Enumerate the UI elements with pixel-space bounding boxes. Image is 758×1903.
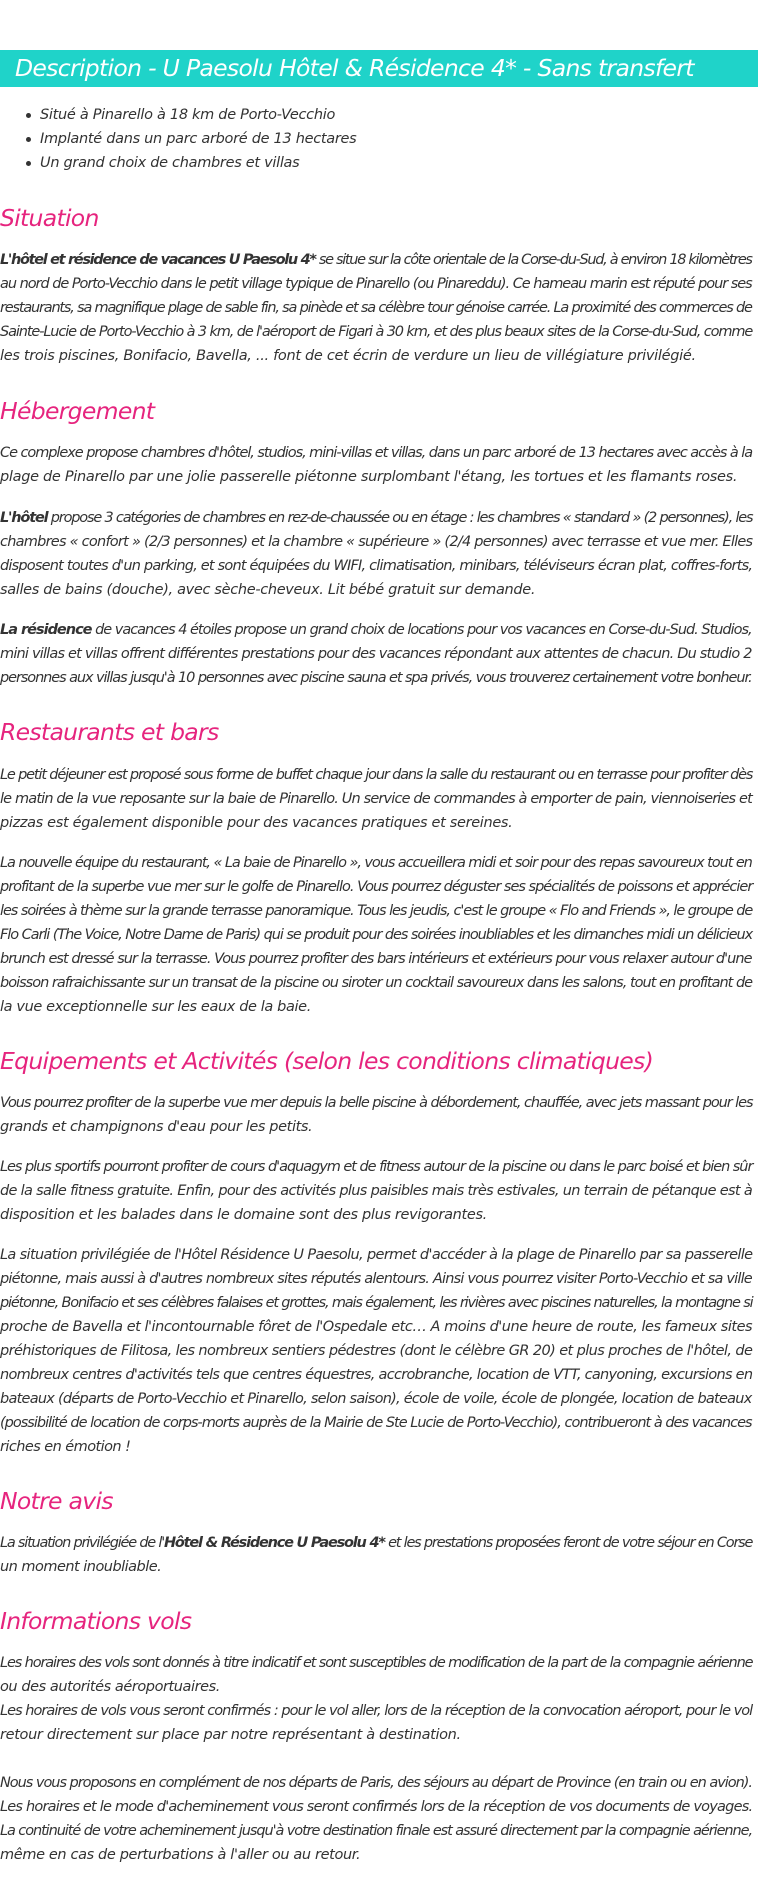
- text-line: chambres « confort » (2/3 personnes) et la chambre « supérieure » (2/4 personnes) avec terrasse et vue mer. Elles: [0, 534, 753, 550]
- highlight-item: Un grand choix de chambres et villas: [40, 151, 356, 175]
- text-line: un moment inoubliable.: [0, 1559, 162, 1575]
- text-line: personnes aux villas jusqu'à 10 personnes avec piscine sauna et spa privés, vous trouverez certainement votre bonheur.: [0, 670, 752, 686]
- text-line: propose 3 catégories de chambres en rez-de-chaussée ou en étage : les chambres « standard » (2 personnes), les: [47, 510, 753, 526]
- hotel-name-bold: L'hôtel et résidence de vacances U Paesolu 4*: [0, 252, 316, 268]
- restaurants-paragraph-2: [0, 851, 758, 1019]
- text-line: le matin de la vue reposante sur la baie de Pinarello. Un service de commandes à emporter de pain, viennoiseries et: [0, 791, 752, 807]
- avis-paragraph: [0, 1531, 758, 1579]
- blank-line: [0, 1747, 758, 1771]
- section-heading-situation: Situation: [0, 204, 99, 232]
- situation-paragraph: [0, 248, 758, 368]
- text-line: de la salle fitness gratuite. Enfin, pour des activités plus paisibles mais très estivales, un terrain de pétanque est à: [0, 1183, 753, 1199]
- section-heading-equipements: Equipements et Activités (selon les conditions climatiques): [0, 1047, 654, 1075]
- text-line: La situation privilégiée de l'Hôtel Résidence U Paesolu, permet d'accéder à la plage de Pinarello par sa passerelle: [0, 1247, 753, 1263]
- equipements-paragraph-3: [0, 1243, 758, 1459]
- text-line: disposition et les balades dans le domaine sont des plus revigorantes.: [0, 1207, 487, 1223]
- residence-label-bold: La résidence: [0, 622, 92, 638]
- text-line: plage de Pinarello par une jolie passerelle piétonne surplombant l'étang, les tortues et les flamants roses.: [0, 469, 738, 485]
- section-heading-hebergement: Hébergement: [0, 397, 155, 425]
- text-line: riches en émotion !: [0, 1439, 131, 1455]
- text-line: boisson rafraichissante sur un transat de la piscine ou siroter un cocktail savoureux dans les salons, tout en profitant de: [0, 975, 753, 991]
- text-line: La continuité de votre acheminement jusqu'à votre destination finale est assuré directement par la compagnie aérienne,: [0, 1823, 752, 1839]
- text-line: Le petit déjeuner est proposé sous forme de buffet chaque jour dans la salle du restaurant ou en terrasse pour profiter dès: [0, 767, 753, 783]
- text-line: disposent toutes d'un parking, et sont équipées du WIFI, climatisation, minibars, téléviseurs écran plat, coffres-forts,: [0, 558, 753, 574]
- text-line: bateaux (départs de Porto-Vecchio et Pinarello, selon saison), école de voile, école de plongée, location de bateaux: [0, 1391, 752, 1407]
- text-line: au nord de Porto-Vecchio dans le petit village typique de Pinarello (ou Pinareddu). Ce hameau marin est réputé pour ses: [0, 276, 752, 292]
- text-line: brunch est dressé sur la terrasse. Vous pourrez profiter des bars intérieurs et extérieurs pour vous relaxer autour d'une: [0, 951, 752, 967]
- text-line: et les prestations proposées feront de votre séjour en Corse: [384, 1535, 753, 1551]
- text-line: de vacances 4 étoiles propose un grand choix de locations pour vos vacances en Corse-du-Sud. Studios,: [91, 622, 752, 638]
- text-line: nombreux centres d'activités tels que centres équestres, accrobranche, location de VTT, canyoning, excursions en: [0, 1367, 753, 1383]
- text-line: grands et champignons d'eau pour les petits.: [0, 1119, 313, 1135]
- text-line: pizzas est également disponible pour des vacances pratiques et sereines.: [0, 815, 513, 831]
- hotel-label-bold: L'hôtel: [0, 510, 48, 526]
- text-line: restaurants, sa magnifique plage de sable fin, sa pinède et sa célèbre tour génoise carrée. La proximité des commerces de: [0, 300, 752, 316]
- text-line: même en cas de perturbations à l'aller ou au retour.: [0, 1847, 361, 1863]
- hebergement-paragraph-residence: [0, 618, 758, 690]
- highlight-item: Situé à Pinarello à 18 km de Porto-Vecchio: [40, 103, 356, 127]
- text-line: les trois piscines, Bonifacio, Bavella, ... font de cet écrin de verdure un lieu de villégiature privilégié.: [0, 348, 696, 364]
- text-line: Sainte-Lucie de Porto-Vecchio à 3 km, de l'aéroport de Figari à 30 km, et des plus beaux sites de la Corse-du-Sud, comme: [0, 324, 753, 340]
- text-line: Flo Carli (The Voice, Notre Dame de Paris) qui se produit pour des soirées inoubliables et les dimanches midi un délicieux: [0, 927, 753, 943]
- text-line: (possibilité de location de corps-morts auprès de la Mairie de Ste Lucie de Porto-Vecchio), contribueront à des vacances: [0, 1415, 752, 1431]
- text-line: La situation privilégiée de l': [0, 1535, 164, 1551]
- text-line: proche de Bavella et l'incontournable fôret de l'Ospedale etc… A moins d'une heure de route, les fameux sites: [0, 1319, 753, 1335]
- hotel-name-bold: Hôtel & Résidence U Paesolu 4*: [163, 1535, 385, 1551]
- text-line: Les horaires de vols vous seront confirmés : pour le vol aller, lors de la réception de la convocation aéroport, pour le vol: [0, 1703, 753, 1719]
- equipements-paragraph-2: [0, 1155, 758, 1227]
- text-line: Les horaires des vols sont donnés à titre indicatif et sont susceptibles de modification de la part de la compagnie aérienne: [0, 1655, 753, 1671]
- text-line: Nous vous proposons en complément de nos départs de Paris, des séjours au départ de Province (en train ou en avion).: [0, 1775, 752, 1791]
- text-line: piétonne, mais aussi à d'autres nombreux sites réputés alentours. Ainsi vous pourrez visiter Porto-Vecchio et sa ville: [0, 1271, 752, 1287]
- text-line: ou des autorités aéroportuaires.: [0, 1679, 220, 1695]
- description-banner: [0, 50, 758, 87]
- text-line: Les horaires et le mode d'acheminement vous seront confirmés lors de la réception de vos documents de voyages.: [0, 1799, 753, 1815]
- text-line: se situe sur la côte orientale de la Corse-du-Sud, à environ 18 kilomètres: [315, 252, 752, 268]
- text-line: La nouvelle équipe du restaurant, « La baie de Pinarello », vous accueillera midi et soir pour des repas savoureux tout en: [0, 855, 752, 871]
- text-line: préhistoriques de Filitosa, les nombreux sentiers pédestres (dont le célèbre GR 20) et plus proches de l'hôtel, de: [0, 1343, 753, 1359]
- restaurants-paragraph-1: [0, 763, 758, 835]
- hebergement-paragraph-1: [0, 441, 758, 489]
- text-line: salles de bains (douche), avec sèche-cheveux. Lit bébé gratuit sur demande.: [0, 582, 536, 598]
- text-line: mini villas et villas offrent différentes prestations pour des vacances répondant aux attentes de chacun. Du studio 2: [0, 646, 752, 662]
- section-heading-avis: Notre avis: [0, 1487, 113, 1515]
- equipements-paragraph-1: [0, 1091, 758, 1139]
- section-heading-vols: Informations vols: [0, 1607, 192, 1635]
- highlights-list: [40, 103, 356, 175]
- text-line: retour directement sur place par notre représentant à destination.: [0, 1727, 461, 1743]
- hebergement-paragraph-hotel: [0, 506, 758, 602]
- vols-paragraph: [0, 1651, 758, 1867]
- text-line: piétonne, Bonifacio et ses célèbres falaises et grottes, mais également, les rivières avec piscines naturelles, la montagne si: [0, 1295, 753, 1311]
- text-line: Ce complexe propose chambres d'hôtel, studios, mini-villas et villas, dans un parc arboré de 13 hectares avec accès à la: [0, 445, 753, 461]
- text-line: la vue exceptionnelle sur les eaux de la baie.: [0, 999, 311, 1015]
- highlight-item: Implanté dans un parc arboré de 13 hectares: [40, 127, 356, 151]
- text-line: Vous pourrez profiter de la superbe vue mer depuis la belle piscine à débordement, chauffée, avec jets massant pour les: [0, 1095, 753, 1111]
- banner-title: Description - U Paesolu Hôtel & Résidence 4* - Sans transfert: [15, 54, 694, 82]
- text-line: Les plus sportifs pourront profiter de cours d'aquagym et de fitness autour de la piscine ou dans le parc boisé et bien sûr: [0, 1159, 753, 1175]
- text-line: les soirées à thème sur la grande terrasse panoramique. Tous les jeudis, c'est le groupe « Flo and Friends », le groupe de: [0, 903, 753, 919]
- text-line: profitant de la superbe vue mer sur le golfe de Pinarello. Vous pourrez déguster ses spécialités de poissons et apprécier: [0, 879, 753, 895]
- section-heading-restaurants: Restaurants et bars: [0, 718, 219, 746]
